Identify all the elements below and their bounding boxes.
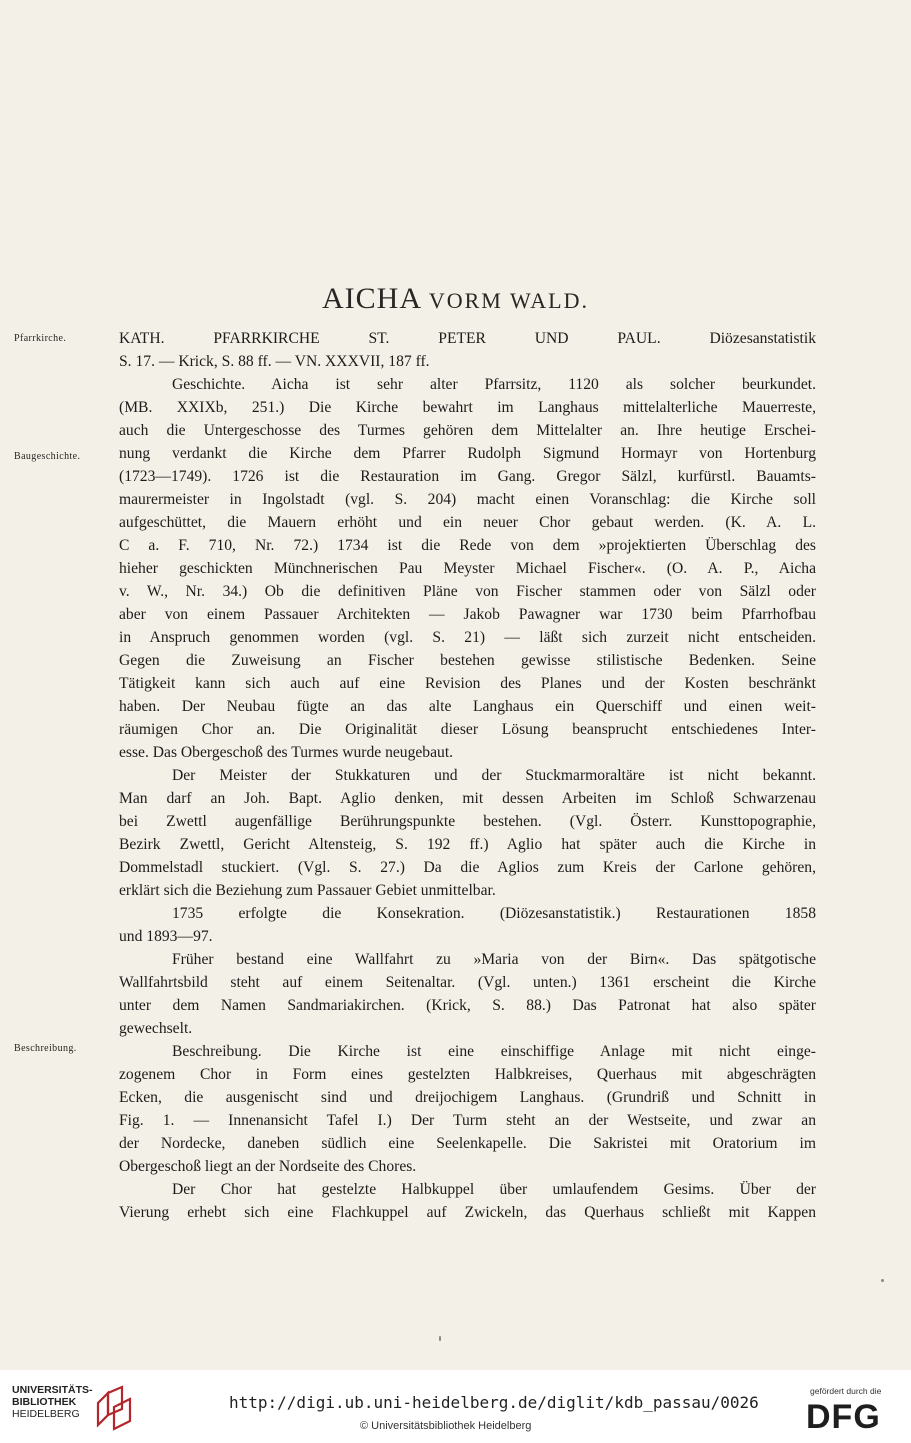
text-line: Früher bestand eine Wallfahrt zu »Maria von der Birn«. Das spätgotische <box>172 951 816 968</box>
text-line: Vierung erhebt sich eine Flachkuppel auf Zwickeln, das Querhaus schließt mit Kappen <box>119 1204 816 1221</box>
text-line: erklärt sich die Beziehung zum Passauer Gebiet unmittelbar. <box>119 882 496 899</box>
copyright-notice: © Universitätsbibliothek Heidelberg <box>360 1420 532 1432</box>
text-line: Fig. 1. — Innenansicht Tafel I.) Der Turm steht an der Westseite, und zwar an <box>119 1112 816 1129</box>
permalink-url[interactable]: http://digi.ub.uni-heidelberg.de/diglit/kdb_passau/0026 <box>229 1393 759 1412</box>
text-line: KATH. PFARRKIRCHE ST. PETER UND PAUL. Diözesanstatistik <box>119 330 816 347</box>
text-line: bei Zwettl augenfällige Berührungspunkte bestehen. (Vgl. Österr. Kunsttopographie, <box>119 813 816 830</box>
text-line: 1735 erfolgte die Konsekration. (Diözesanstatistik.) Restaurationen 1858 <box>172 905 816 922</box>
text-line: unter dem Namen Sandmariakirchen. (Krick, S. 88.) Das Patronat hat also später <box>119 997 816 1014</box>
text-line: Ecken, die ausgenischt sind und dreijochigem Langhaus. (Grundriß und Schnitt in <box>119 1089 816 1106</box>
margin-note-beschreibung: Beschreibung. <box>14 1043 77 1054</box>
text-line: C a. F. 710, Nr. 72.) 1734 ist die Rede von dem »projektierten Überschlag des <box>119 537 816 554</box>
text-line: und 1893—97. <box>119 928 213 945</box>
text-line: v. W., Nr. 34.) Ob die definitiven Pläne von Fischer stammen oder von Sälzl oder <box>119 583 816 600</box>
viewer-footer <box>0 1370 911 1443</box>
text-line: auch die Untergeschosse des Turmes gehören dem Mittelalter an. Ihre heutige Erschei- <box>119 422 816 439</box>
text-line: Bezirk Zwettl, Gericht Altensteig, S. 192 ff.) Aglio hat später auch die Kirche in <box>119 836 816 853</box>
text-line: Wallfahrtsbild steht auf einem Seitenaltar. (Vgl. unten.) 1361 erscheint die Kirche <box>119 974 816 991</box>
text-line: aufgeschüttet, die Mauern erhöht und ein neuer Chor gebaut werden. (K. A. L. <box>119 514 816 531</box>
title-main: AICHA <box>322 282 421 315</box>
paper-speck <box>881 1279 884 1282</box>
text-line: Der Meister der Stukkaturen und der Stuckmarmoraltäre ist nicht bekannt. <box>172 767 816 784</box>
text-line: Gegen die Zuweisung an Fischer bestehen gewisse stilistische Bedenken. Seine <box>119 652 816 669</box>
page-title <box>0 282 911 316</box>
text-line: Obergeschoß liegt an der Nordseite des Chores. <box>119 1158 417 1175</box>
library-emblem-icon <box>94 1385 138 1431</box>
text-line: Der Chor hat gestelzte Halbkuppel über umlaufendem Gesims. Über der <box>172 1181 816 1198</box>
text-line: Dommelstadl stuckiert. (Vgl. S. 27.) Da die Aglios zum Kreis der Carlone gehören, <box>119 859 816 876</box>
library-name <box>12 1384 93 1420</box>
text-line: haben. Der Neubau fügte an das alte Langhaus ein Querschiff und einen weit- <box>119 698 816 715</box>
text-line: nung verdankt die Kirche dem Pfarrer Rudolph Sigmund Hormayr von Hortenburg <box>119 445 816 462</box>
library-name-line3: HEIDELBERG <box>12 1408 80 1420</box>
text-line: hieher geschickten Münchnerischen Pau Meyster Michael Fischer«. (O. A. P., Aicha <box>119 560 816 577</box>
text-line: maurermeister in Ingolstadt (vgl. S. 204) macht einen Voranschlag: die Kirche soll <box>119 491 816 508</box>
text-line: in Anspruch genommen worden (vgl. S. 21) — läßt sich zurzeit nicht entscheiden. <box>119 629 816 646</box>
library-name-line1: UNIVERSITÄTS- <box>12 1384 93 1396</box>
library-name-line2: BIBLIOTHEK <box>12 1396 77 1408</box>
title-sub: VORM WALD. <box>428 288 589 313</box>
text-line: räumigen Chor an. Die Originalität dieser Lösung beansprucht entschiedenes Inter- <box>119 721 816 738</box>
text-line: (MB. XXIXb, 251.) Die Kirche bewahrt im Langhaus mittelalterliche Mauerreste, <box>119 399 816 416</box>
text-line: Tätigkeit kann sich auch auf eine Revision des Planes und der Kosten beschränkt <box>119 675 816 692</box>
text-line: esse. Das Obergeschoß des Turmes wurde neugebaut. <box>119 744 454 761</box>
funding-caption: gefördert durch die <box>810 1386 882 1396</box>
text-line: der Nordecke, daneben südlich eine Seelenkapelle. Die Sakristei mit Oratorium im <box>119 1135 816 1152</box>
text-line: S. 17. — Krick, S. 88 ff. — VN. XXXVII, 187 ff. <box>119 353 430 370</box>
margin-note-pfarrkirche: Pfarrkirche. <box>14 333 67 344</box>
dfg-logo[interactable]: DFG <box>806 1398 881 1436</box>
text-line: zogenem Chor in Form eines gestelzten Halbkreises, Querhaus mit abgeschrägten <box>119 1066 816 1083</box>
text-line: (1723—1749). 1726 ist die Restauration im Gang. Gregor Sälzl, kurfürstl. Bauamts- <box>119 468 816 485</box>
text-line: Geschichte. Aicha ist sehr alter Pfarrsitz, 1120 als solcher beurkundet. <box>172 376 816 393</box>
text-line: Man darf an Joh. Bapt. Aglio denken, mit dessen Arbeiten im Schloß Schwarzenau <box>119 790 816 807</box>
text-line: aber von einem Passauer Architekten — Jakob Pawagner war 1730 beim Pfarrhofbau <box>119 606 816 623</box>
margin-note-baugeschichte: Baugeschichte. <box>14 451 81 462</box>
paper-speck <box>439 1336 441 1341</box>
text-line: Beschreibung. Die Kirche ist eine einschiffige Anlage mit nicht einge- <box>172 1043 816 1060</box>
text-line: gewechselt. <box>119 1020 193 1037</box>
university-library-logo[interactable] <box>12 1384 147 1434</box>
